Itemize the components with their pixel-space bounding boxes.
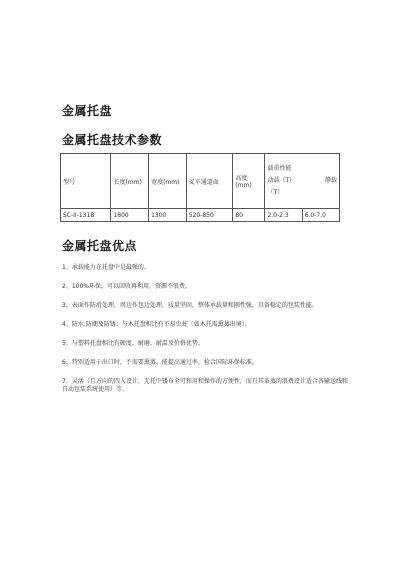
cell-fork-entry: 520-850 xyxy=(186,209,233,222)
header-width: 宽度(mm) xyxy=(149,154,187,209)
cell-width: 1300 xyxy=(149,209,187,222)
header-height: 高度(mm) xyxy=(233,154,265,209)
header-model: 型号 xyxy=(61,154,111,209)
list-item: 6、特别适用于出口时，不需要熏蒸、能提高通过率，检合国际环保标准。 xyxy=(62,359,258,366)
list-item: 4、防水,防潮及防锈；与木托盘相比有不易虫蛀（如木托需熏蒸出境）。 xyxy=(62,321,251,328)
load-dynamic: 动载（T） xyxy=(267,177,296,184)
cell-length: 1800 xyxy=(111,209,149,222)
load-title: 载重性能 xyxy=(267,165,292,172)
header-load xyxy=(265,154,340,209)
cell-height: 80 xyxy=(233,209,265,222)
list-item: 2、100%环保，可以回收再利用，资源不浪费。 xyxy=(62,283,191,290)
spec-heading: 金属托盘技术参数 xyxy=(62,133,163,147)
table-header-row xyxy=(61,154,340,209)
cell-model: SC-II-1318 xyxy=(61,209,111,222)
cell-static-load: 6.0-7.0 xyxy=(302,209,339,222)
load-unit: （T） xyxy=(267,189,284,196)
cell-dynamic-load: 2.0-2.3 xyxy=(265,209,302,222)
list-item: 7、灵活（且方向的四入设计，无托中镂布全可和用和操作的方便性，而且其革蒸的浪费设计适合各输送线和自动包装系统使用）等。 xyxy=(62,378,348,393)
list-item: 1、承载能力在托盘中是最强的。 xyxy=(62,264,150,271)
load-static: 静载 xyxy=(324,177,337,184)
header-fork-entry: 叉车通道面 xyxy=(186,154,233,209)
advantages-heading: 金属托盘优点 xyxy=(62,239,138,253)
advantages-list xyxy=(62,264,352,405)
list-item: 5、与塑料托盘相比有硬度、耐磨、耐温及价格优势。 xyxy=(62,340,204,347)
header-length: 长度(mm) xyxy=(111,154,149,209)
table-row xyxy=(61,209,340,222)
list-item: 3、表面作防滑处理，周边作包边处理，质量坚固，整体承载量和刚性强，具备稳定的包装性能。 xyxy=(62,302,318,309)
page-title: 金属托盘 xyxy=(62,104,113,118)
spec-table xyxy=(60,153,340,222)
